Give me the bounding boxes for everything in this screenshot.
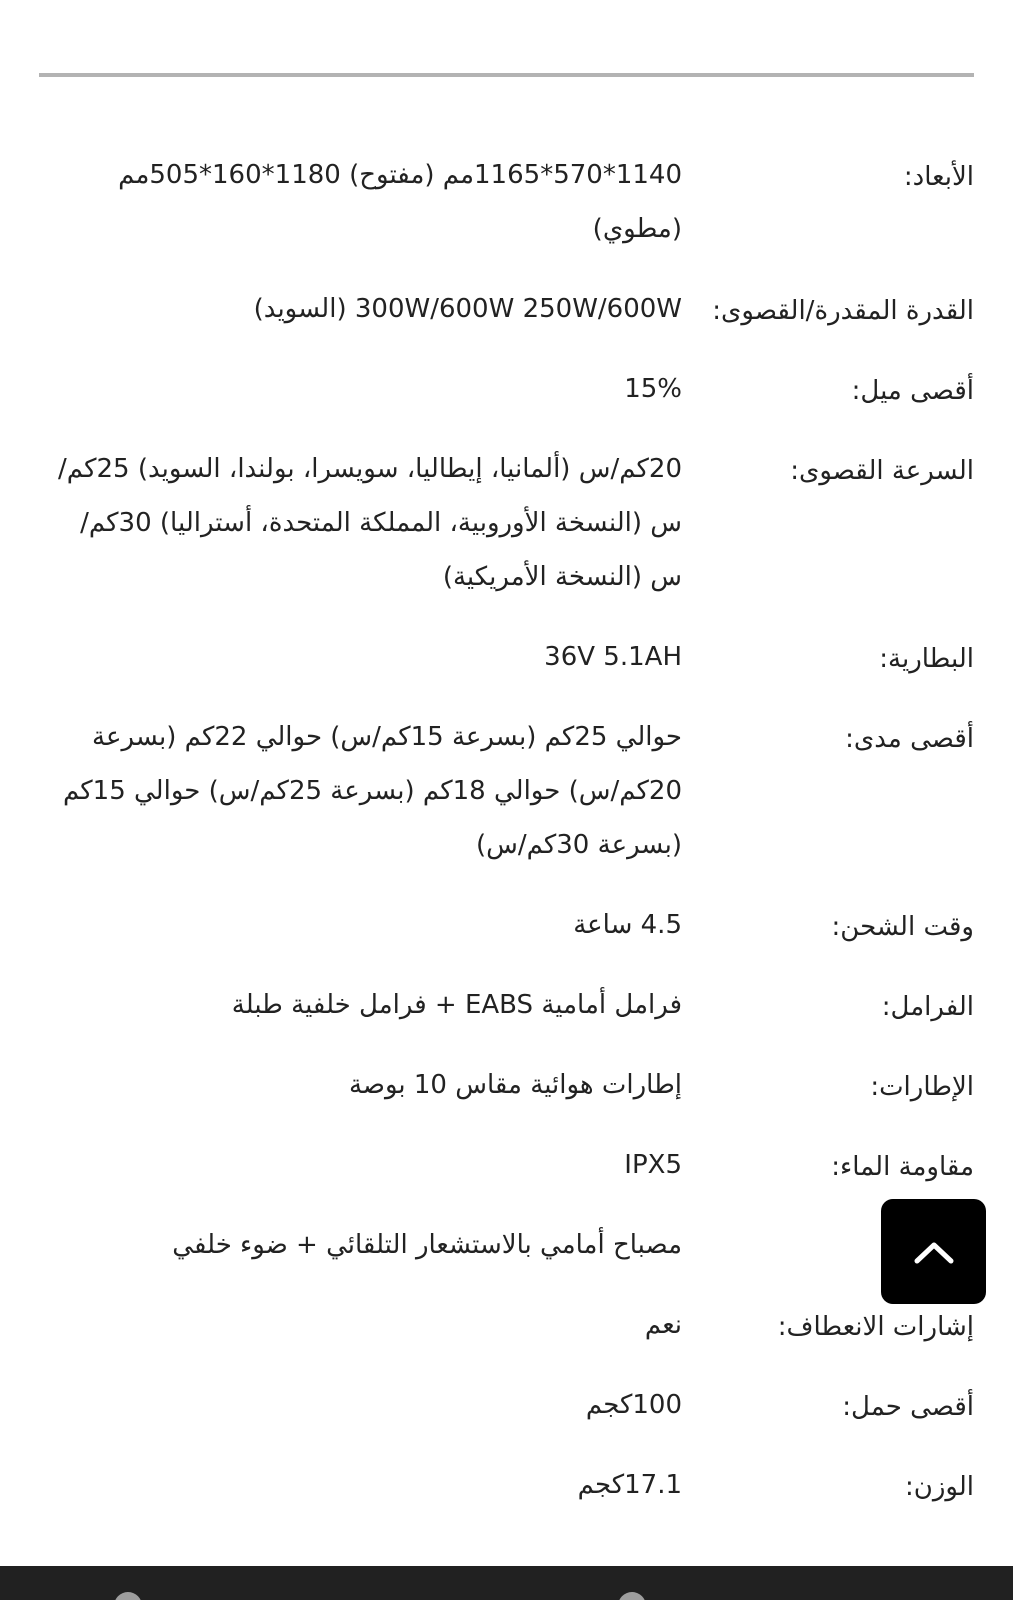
- spec-value-line: 100كجم: [585, 1390, 682, 1420]
- spec-label: مقاومة الماء:: [831, 1152, 974, 1182]
- spec-label: البطارية:: [879, 644, 974, 674]
- spec-label: وقت الشحن:: [831, 912, 974, 942]
- spec-value: [10, 978, 682, 1032]
- spec-value-line: IPX5: [624, 1150, 682, 1180]
- spec-value-line: 15%: [624, 374, 682, 404]
- spec-value: [10, 1458, 682, 1512]
- spec-value-line: 20كم/س) حوالي 18كم (بسرعة 25كم/س) حوالي 15كم: [62, 776, 682, 806]
- spec-value: [10, 1218, 682, 1272]
- spec-value: [10, 1058, 682, 1112]
- spec-value: [10, 710, 682, 872]
- spec-row-battery: [10, 617, 974, 697]
- spec-value: [10, 1138, 682, 1192]
- spec-value-line: س (النسخة الأمريكية): [442, 562, 682, 592]
- spec-value-line: 17.1كجم: [577, 1470, 682, 1500]
- bottom-bar: [0, 1566, 1013, 1600]
- spec-label: إشارات الانعطاف:: [777, 1312, 974, 1342]
- spec-value-line: 300W/600W 250W/600W (السويد): [253, 294, 682, 324]
- spec-value: [10, 898, 682, 952]
- spec-value-line: مصباح أمامي بالاستشعار التلقائي + ضوء خلفي: [172, 1230, 682, 1260]
- spec-row-turn-signals: [10, 1285, 974, 1365]
- spec-label: أقصى حمل:: [842, 1392, 974, 1422]
- spec-label: الإطارات:: [870, 1072, 974, 1102]
- spec-row-charging-time: [10, 885, 974, 965]
- spec-label: السرعة القصوى:: [790, 456, 974, 486]
- spec-value: [10, 442, 682, 604]
- spec-list: [10, 135, 974, 1525]
- spec-label: الأبعاد:: [903, 162, 974, 192]
- spec-value: [10, 282, 682, 336]
- header-divider: [39, 73, 974, 77]
- spec-row-rated-max-power: [10, 269, 974, 349]
- bottom-bar-icon-partial: [618, 1592, 646, 1600]
- spec-value-line: (بسرعة 30كم/س): [475, 830, 682, 860]
- spec-value-line: نعم: [644, 1310, 682, 1340]
- spec-value-line: إطارات هوائية مقاس 10 بوصة: [348, 1070, 682, 1100]
- spec-row-tires: [10, 1045, 974, 1125]
- spec-value-line: 20كم/س (ألمانيا، إيطاليا، سويسرا، بولندا، السويد) 25كم/: [58, 454, 682, 484]
- spec-value: [10, 148, 682, 256]
- spec-row-brakes: [10, 965, 974, 1045]
- spec-value-line: 36V 5.1AH: [544, 642, 682, 672]
- spec-value-line: س (النسخة الأوروبية، المملكة المتحدة، أستراليا) 30كم/: [80, 508, 682, 538]
- spec-value: [10, 362, 682, 416]
- spec-row-max-incline: [10, 349, 974, 429]
- spec-row-water-resistance: [10, 1125, 974, 1205]
- spec-value: [10, 1378, 682, 1432]
- chevron-up-icon: [913, 1239, 955, 1265]
- spec-value-line: حوالي 25كم (بسرعة 15كم/س) حوالي 22كم (بسرعة: [92, 722, 682, 752]
- back-to-top-button[interactable]: [881, 1199, 986, 1304]
- spec-label: الوزن:: [905, 1472, 974, 1502]
- spec-row-lighting: [10, 1205, 974, 1285]
- spec-label: أقصى مدى:: [845, 724, 974, 754]
- spec-value-line: (مطوي): [592, 214, 682, 244]
- spec-value-line: 4.5 ساعة: [573, 910, 682, 940]
- spec-value: [10, 1298, 682, 1352]
- bottom-bar-icon-partial: [114, 1592, 142, 1600]
- spec-label: أقصى ميل:: [851, 376, 974, 406]
- spec-row-max-load: [10, 1365, 974, 1445]
- spec-row-dimensions: [10, 135, 974, 269]
- spec-value-line: 1140*570*1165مم (مفتوح) 1180*160*505مم: [118, 160, 682, 190]
- spec-row-max-speed: [10, 429, 974, 617]
- spec-label: الفرامل:: [881, 992, 974, 1022]
- spec-row-weight: [10, 1445, 974, 1525]
- spec-row-max-range: [10, 697, 974, 885]
- spec-value: [10, 630, 682, 684]
- spec-label: القدرة المقدرة/القصوى:: [712, 296, 974, 326]
- spec-value-line: فرامل أمامية EABS + فرامل خلفية طبلة: [231, 990, 682, 1020]
